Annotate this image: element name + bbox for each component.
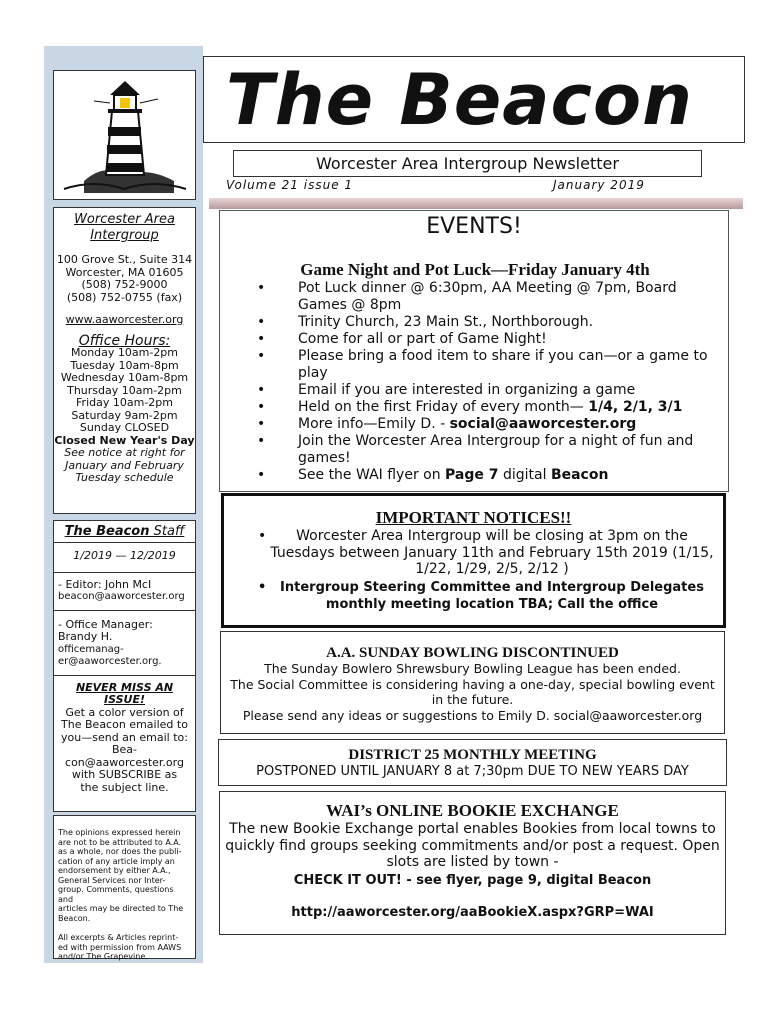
notice-line: Tuesday schedule (75, 471, 174, 484)
disclaimer-line: The opinions expressed herein (58, 828, 181, 837)
hours-line: Monday 10am-2pm (70, 346, 179, 359)
flyer-a: See the WAI flyer on (298, 467, 446, 483)
list-item: • Join the Worcester Area Intergroup for a night of fun and games! (257, 433, 727, 467)
manager-email2[interactable]: er@aaworcester.org. (58, 656, 162, 667)
hours-line: Friday 10am-2pm (76, 396, 173, 409)
list-item: • Come for all or part of Game Night! (257, 331, 727, 348)
staff-title-beacon: The Beacon (64, 524, 150, 539)
subscribe-line: with SUBSCRIBE as (71, 768, 178, 781)
bowling-text (224, 661, 721, 723)
hours-line: Saturday 9am-2pm (71, 408, 178, 422)
org-info-box (53, 207, 196, 514)
org-name-line1: Worcester Area (74, 212, 175, 227)
bookie-title: WAI’s ONLINE BOOKIE EXCHANGE (326, 801, 619, 820)
never-miss-line1: NEVER MISS AN (75, 680, 174, 694)
subscribe-line: Bea- (111, 743, 138, 756)
manager-email1[interactable]: officemanag- (58, 643, 124, 655)
org-name-line2: Intergroup (90, 228, 159, 243)
flyer-d: Beacon (550, 467, 609, 483)
reprint-line: and/or The Grapevine. (58, 952, 148, 961)
website-link[interactable]: www.aaworcester.org (65, 313, 184, 326)
disclaimer-line: articles may be directed to The (58, 904, 184, 913)
editor-email[interactable]: beacon@aaworcester.org (58, 591, 185, 602)
disclaimer-line: General Services nor Inter- (58, 875, 166, 885)
staff-title (54, 524, 195, 540)
disclaimer-line: cation of any article imply an (58, 856, 175, 866)
notice-item: • Worcester Area Intergroup will be closing at 3pm on the Tuesdays between January 11th and February 15th 2019 (1/15, 1/22, 1/29, 2/5, 2/12 ) (258, 528, 714, 577)
bowling-title: A.A. SUNDAY BOWLING DISCONTINUED (326, 645, 619, 661)
district-title: DISTRICT 25 MONTHLY MEETING (348, 747, 597, 763)
list-item: • Trinity Church, 23 Main St., Northborough. (257, 314, 727, 331)
bowling-line1: The Sunday Bowlero Shrewsbury Bowling League has been ended. (264, 661, 681, 676)
notice-line: January and February (65, 458, 184, 472)
disclaimer-line: are not to be attributed to A.A. (58, 837, 182, 847)
notice-item: • Intergroup Steering Committee and Intergroup Delegates monthly meeting location TBA; Call the office (258, 580, 704, 612)
disclaimer-line: group. Comments, questions and (58, 885, 174, 904)
hours-line: Wednesday 10am-8pm (60, 371, 189, 384)
list-item (257, 416, 727, 433)
disclaimer-line: endorsement by either A.A., (58, 866, 171, 875)
bookie-url-link[interactable]: http://aaworcester.org/aaBookieX.aspx?GRP=WAI (291, 905, 654, 920)
bookie-text: The new Bookie Exchange portal enables Bookies from local towns to quickly find groups seeking commitments and/or post a request. Open slots are listed by town - (225, 821, 720, 870)
never-miss-line2: ISSUE! (103, 693, 145, 706)
more-prefix: More info—Emily D. - (298, 416, 450, 432)
bookie-cta: CHECK IT OUT! - see flyer, page 9, digital Beacon (293, 873, 652, 888)
subscribe-line[interactable]: con@aaworcester.org (65, 755, 184, 769)
office-hours-title: Office Hours: (78, 332, 171, 349)
disclaimer-line: Beacon. (58, 913, 91, 923)
manager-line1: - Office Manager: (58, 617, 153, 631)
list-item: • Pot Luck dinner @ 6:30pm, AA Meeting @ 7pm, Board Games @ 8pm (257, 280, 727, 314)
notice-line: See notice at right for (64, 446, 185, 459)
hours-line: Thursday 10am-2pm (67, 383, 182, 397)
reprint-line: ed with permission from AAWS (58, 942, 182, 952)
address-line1: 100 Grove St., Suite 314 (56, 253, 193, 266)
list-item: • Email if you are interested in organizing a game (257, 382, 727, 399)
issue-date: January 2019 (553, 178, 645, 192)
staff-title-staff: Staff (153, 524, 185, 539)
bowling-line2: The Social Committee is considering having a one-day, special bowling event in the future. (230, 676, 715, 707)
events-list (257, 280, 727, 484)
hours-line: Sunday CLOSED (79, 421, 170, 434)
bowling-line3: Please send any ideas or suggestions to Emily D. social@aaworcester.org (242, 707, 703, 723)
lighthouse-logo-icon (54, 71, 195, 199)
lighthouse-logo-frame (53, 70, 196, 200)
subscribe-line: you—send an email to: (61, 730, 188, 744)
subscribe-line: Get a color version of (65, 705, 184, 719)
events-subtitle: Game Night and Pot Luck—Friday January 4th (300, 260, 650, 279)
events-title: EVENTS! (426, 214, 522, 239)
header-rule (209, 198, 743, 209)
list-item (257, 467, 727, 484)
hours-line: Tuesday 10am-8pm (70, 358, 179, 372)
fax: (508) 752-0755 (fax) (66, 290, 183, 304)
manager-line2: Brandy H. (58, 630, 113, 643)
disclaimer-box (53, 815, 196, 959)
notice-item-text: Intergroup Steering Committee and Intergroup Delegates monthly meeting location TBA; Call the office (280, 580, 704, 612)
staff-period: 1/2019 — 12/2019 (73, 549, 176, 562)
editor-line: - Editor: John McI (58, 577, 152, 591)
notice-item-text: Worcester Area Intergroup will be closing at 3pm on the Tuesdays between January 11th and February 15th 2019 (1/15, 1/22, 1/29, 2/5, 2/12 ) (270, 528, 714, 577)
subscribe-line: The Beacon emailed to (61, 718, 188, 731)
address-line2: Worcester, MA 01605 (65, 265, 184, 279)
more-email[interactable]: social@aaworcester.org (449, 416, 637, 432)
flyer-c: digital (498, 467, 551, 483)
notices-title: IMPORTANT NOTICES!! (375, 508, 572, 527)
phone: (508) 752-9000 (81, 278, 168, 291)
closed-note: Closed New Year's Day (54, 433, 195, 447)
held-dates: 1/4, 2/1, 3/1 (588, 399, 683, 415)
reprint-line: All excerpts & Articles reprint- (58, 933, 179, 942)
newsletter-title: The Beacon (226, 59, 693, 141)
newsletter-subtitle: Worcester Area Intergroup Newsletter (233, 150, 702, 177)
district-text: POSTPONED UNTIL JANUARY 8 at 7;30pm DUE TO NEW YEARS DAY (256, 764, 689, 779)
subscribe-line: the subject line. (80, 780, 169, 794)
held-prefix: Held on the first Friday of every month— (298, 399, 589, 415)
list-item: • Please bring a food item to share if you can—or a game to play (257, 348, 727, 382)
disclaimer-line: as a whole, nor does the publi- (58, 847, 182, 856)
volume-label: Volume 21 issue 1 (226, 178, 354, 192)
list-item (257, 399, 727, 416)
staff-box (53, 520, 196, 812)
flyer-b: Page 7 (445, 467, 499, 483)
